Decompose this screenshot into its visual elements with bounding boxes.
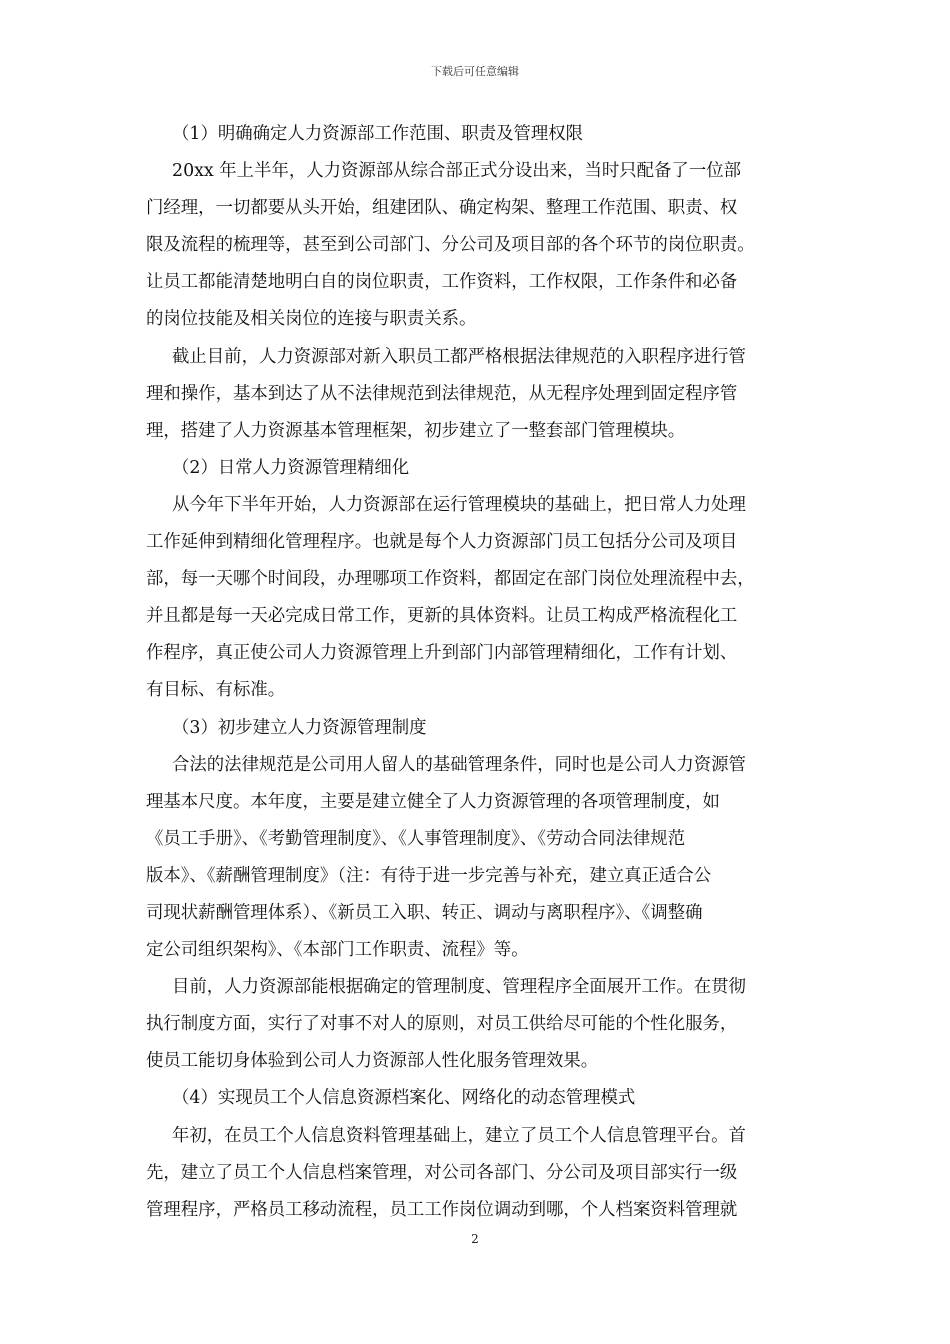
paragraph-line: 门经理，一切都要从头开始，组建团队、确定构架、整理工作范围、职责、权 (146, 198, 738, 219)
paragraph-line: 司现状薪酬管理体系）、《新员工入职、转正、调动与离职程序》、《调整确 (146, 902, 703, 923)
paragraph-line: 的岗位技能及相关岗位的连接与职责关系。 (146, 309, 477, 330)
paragraph-line: 《员工手册》、《考勤管理制度》、《人事管理制度》、《劳动合同法律规范 (146, 828, 686, 849)
paragraph-line: 有目标、有标准。 (146, 680, 286, 701)
paragraph-line: 作程序，真正使公司人力资源管理上升到部门内部管理精细化，工作有计划、 (146, 643, 738, 664)
section-heading: （4）实现员工个人信息资源档案化、网络化的动态管理模式 (172, 1088, 636, 1109)
paragraph-line: 执行制度方面，实行了对事不对人的原则，对员工供给尽可能的个性化服务， (146, 1014, 738, 1035)
paragraph-line: 让员工都能清楚地明白自的岗位职责，工作资料，工作权限，工作条件和必备 (146, 272, 738, 293)
paragraph-line: 20xx 年上半年，人力资源部从综合部正式分设出来，当时只配备了一位部 (172, 161, 741, 182)
paragraph-line: 先，建立了员工个人信息档案管理，对公司各部门、分公司及项目部实行一级 (146, 1162, 738, 1183)
paragraph-line: 版本》、《薪酬管理制度》（注：有待于进一步完善与补充，建立真正适合公 (146, 865, 712, 886)
paragraph-line: 理基本尺度。本年度，主要是建立健全了人力资源管理的各项管理制度，如 (146, 791, 720, 812)
document-body (146, 116, 814, 1229)
paragraph-line: 从今年下半年开始，人力资源部在运行管理模块的基础上，把日常人力处理 (172, 494, 746, 515)
paragraph-line: 定公司组织架构》、《本部门工作职责、流程》等。 (146, 940, 529, 961)
section-heading: （1）明确确定人力资源部工作范围、职责及管理权限 (172, 124, 584, 144)
paragraph-line: 管理程序，严格员工移动流程，员工工作岗位调动到哪，个人档案资料管理就 (146, 1199, 738, 1220)
paragraph-line: 截止目前，人力资源部对新入职员工都严格根据法律规范的入职程序进行管 (172, 346, 746, 367)
section-heading: （3）初步建立人力资源管理制度 (172, 717, 427, 738)
paragraph-line: 工作延伸到精细化管理程序。也就是每个人力资源部门员工包括分公司及项目 (146, 532, 738, 553)
paragraph-line: 使员工能切身体验到公司人力资源部人性化服务管理效果。 (146, 1051, 599, 1072)
paragraph-line: 部，每一天哪个时间段，办理哪项工作资料，都固定在部门岗位处理流程中去， (146, 569, 755, 590)
paragraph-line: 合法的法律规范是公司用人留人的基础管理条件，同时也是公司人力资源管 (172, 754, 746, 775)
section-heading: （2）日常人力资源管理精细化 (172, 457, 410, 478)
paragraph-line: 目前，人力资源部能根据确定的管理制度、管理程序全面展开工作。在贯彻 (172, 977, 746, 998)
paragraph-line: 理，搭建了人力资源基本管理框架，初步建立了一整套部门管理模块。 (146, 420, 686, 441)
paragraph-line: 理和操作，基本到达了从不法律规范到法律规范，从无程序处理到固定程序管 (146, 383, 738, 404)
paragraph-line: 年初，在员工个人信息资料管理基础上，建立了员工个人信息管理平台。首 (172, 1125, 746, 1146)
paragraph-line: 并且都是每一天必完成日常工作，更新的具体资料。让员工构成严格流程化工 (146, 606, 738, 627)
page-number: 2 (471, 1232, 479, 1246)
paragraph-line: 限及流程的梳理等，甚至到公司部门、分公司及项目部的各个环节的岗位职责。 (146, 235, 755, 256)
page-header: 下载后可任意编辑 (431, 65, 519, 78)
